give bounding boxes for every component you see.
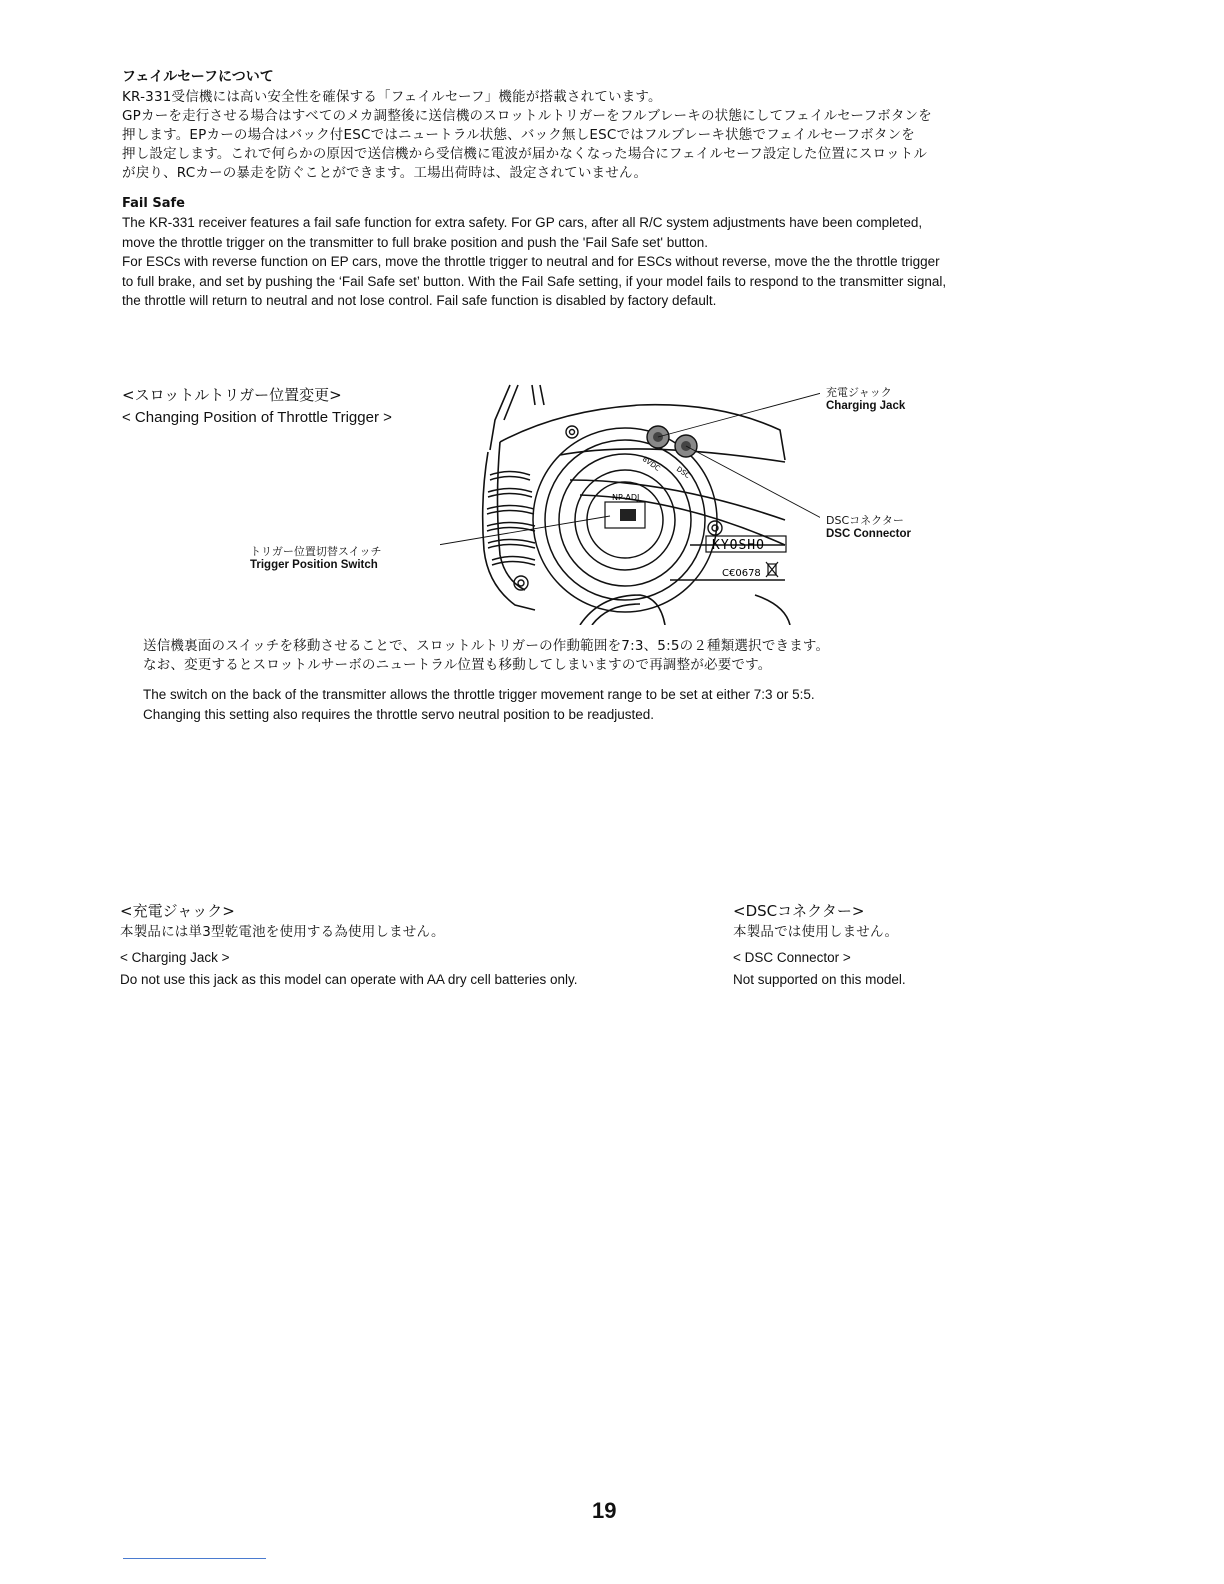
transmitter-diagram xyxy=(440,380,820,625)
page-number: 19 xyxy=(592,1498,617,1523)
dsc-text-jp: 本製品では使用しません。 xyxy=(733,924,899,940)
trigger-desc-en-line: Changing this setting also requires the throttle servo neutral position to be readjusted. xyxy=(143,706,655,722)
failsafe-en-line: to full brake, and set by pushing the ‘Fail Safe set’ button. With the Fail Safe setting, if your model fails to respond to the transmitter signal, xyxy=(122,273,947,289)
failsafe-en-section xyxy=(122,196,946,311)
failsafe-jp-title: フェイルセーフについて xyxy=(122,69,274,85)
port1-label: 8VDC xyxy=(640,455,662,473)
failsafe-en-line: the throttle will return to neutral and not lose control. Fail safe function is disabled by factory default. xyxy=(122,293,717,308)
failsafe-jp-line: KR-331受信機には高い安全性を確保する「フェイルセーフ」機能が搭載されています。 xyxy=(122,89,662,105)
port2-label: DSC xyxy=(674,465,692,481)
trigger-section-heading xyxy=(122,384,392,426)
failsafe-jp-line: 押し設定します。これで何らかの原因で送信機から受信機に電波が届かなくなった場合にフェイルセーフ設定した位置にスロットル xyxy=(122,146,928,162)
dsc-connector-section xyxy=(733,900,906,989)
dsc-connector-label-en: DSC Connector xyxy=(826,528,911,540)
brand-logo: KYOSHO xyxy=(712,538,765,553)
charging-jack-text-en: Do not use this jack as this model can operate with AA dry cell batteries only. xyxy=(120,971,578,987)
footer-rule xyxy=(123,1558,266,1559)
ce-mark: C€0678 xyxy=(722,568,761,579)
switch-label: NP-ADJ xyxy=(612,493,640,502)
dsc-connector-label xyxy=(826,512,911,540)
charging-jack-label xyxy=(826,384,905,412)
trigger-switch-label xyxy=(250,543,381,571)
charging-jack-section xyxy=(120,900,577,989)
charging-jack-label-en: Charging Jack xyxy=(826,400,906,412)
charging-jack-heading-jp: <充電ジャック> xyxy=(120,902,235,920)
charging-jack-heading-en: < Charging Jack > xyxy=(120,950,230,965)
failsafe-en-line: For ESCs with reverse function on EP cars, move the throttle trigger to neutral and for ESCs without reverse, move the the throttle trigger xyxy=(122,254,940,269)
failsafe-en-title: Fail Safe xyxy=(122,196,185,211)
failsafe-en-line: The KR-331 receiver features a fail safe function for extra safety. For GP cars, after all R/C system adjustments have been completed, xyxy=(122,215,923,230)
trigger-desc-jp-line: なお、変更するとスロットルサーボのニュートラル位置も移動してしまいますので再調整が必要です。 xyxy=(143,657,772,673)
dsc-connector-label-jp: DSCコネクター xyxy=(826,514,904,527)
failsafe-jp-section xyxy=(122,66,932,183)
trigger-desc-jp-line: 送信機裏面のスイッチを移動させることで、スロットルトリガーの作動範囲を7:3、5:5の２種類選択できます。 xyxy=(143,638,830,654)
failsafe-jp-line: GPカーを走行させる場合はすべてのメカ調整後に送信機のスロットルトリガーをフルブレーキの状態にしてフェイルセーフボタンを xyxy=(122,108,932,124)
trigger-heading-en: < Changing Position of Throttle Trigger > xyxy=(122,409,392,426)
bin-icon xyxy=(766,562,778,577)
trigger-heading-jp: <スロットルトリガー位置変更> xyxy=(122,386,342,404)
trigger-switch-label-en: Trigger Position Switch xyxy=(250,559,378,571)
trigger-description xyxy=(143,637,829,724)
failsafe-en-line: move the throttle trigger on the transmitter to full brake position and push the 'Fail Safe set' button. xyxy=(122,234,708,250)
trigger-desc-en-line: The switch on the back of the transmitter allows the throttle trigger movement range to be set at either 7:3 or 5:5. xyxy=(143,687,815,702)
trigger-icon xyxy=(580,595,790,625)
failsafe-jp-line: 押します。EPカーの場合はバック付ESCではニュートラル状態、バック無しESCではフルブレーキ状態でフェイルセーフボタンを xyxy=(122,127,915,143)
failsafe-jp-line: が戻り、RCカーの暴走を防ぐことができます。工場出荷時は、設定されていません。 xyxy=(122,165,648,181)
dsc-text-en: Not supported on this model. xyxy=(733,971,906,987)
charging-jack-text-jp: 本製品には単3型乾電池を使用する為使用しません。 xyxy=(120,924,445,940)
trigger-switch-label-jp: トリガー位置切替スイッチ xyxy=(250,545,382,558)
dsc-heading-jp: <DSCコネクター> xyxy=(733,902,865,920)
dsc-heading-en: < DSC Connector > xyxy=(733,950,851,965)
charging-jack-label-jp: 充電ジャック xyxy=(826,386,892,399)
